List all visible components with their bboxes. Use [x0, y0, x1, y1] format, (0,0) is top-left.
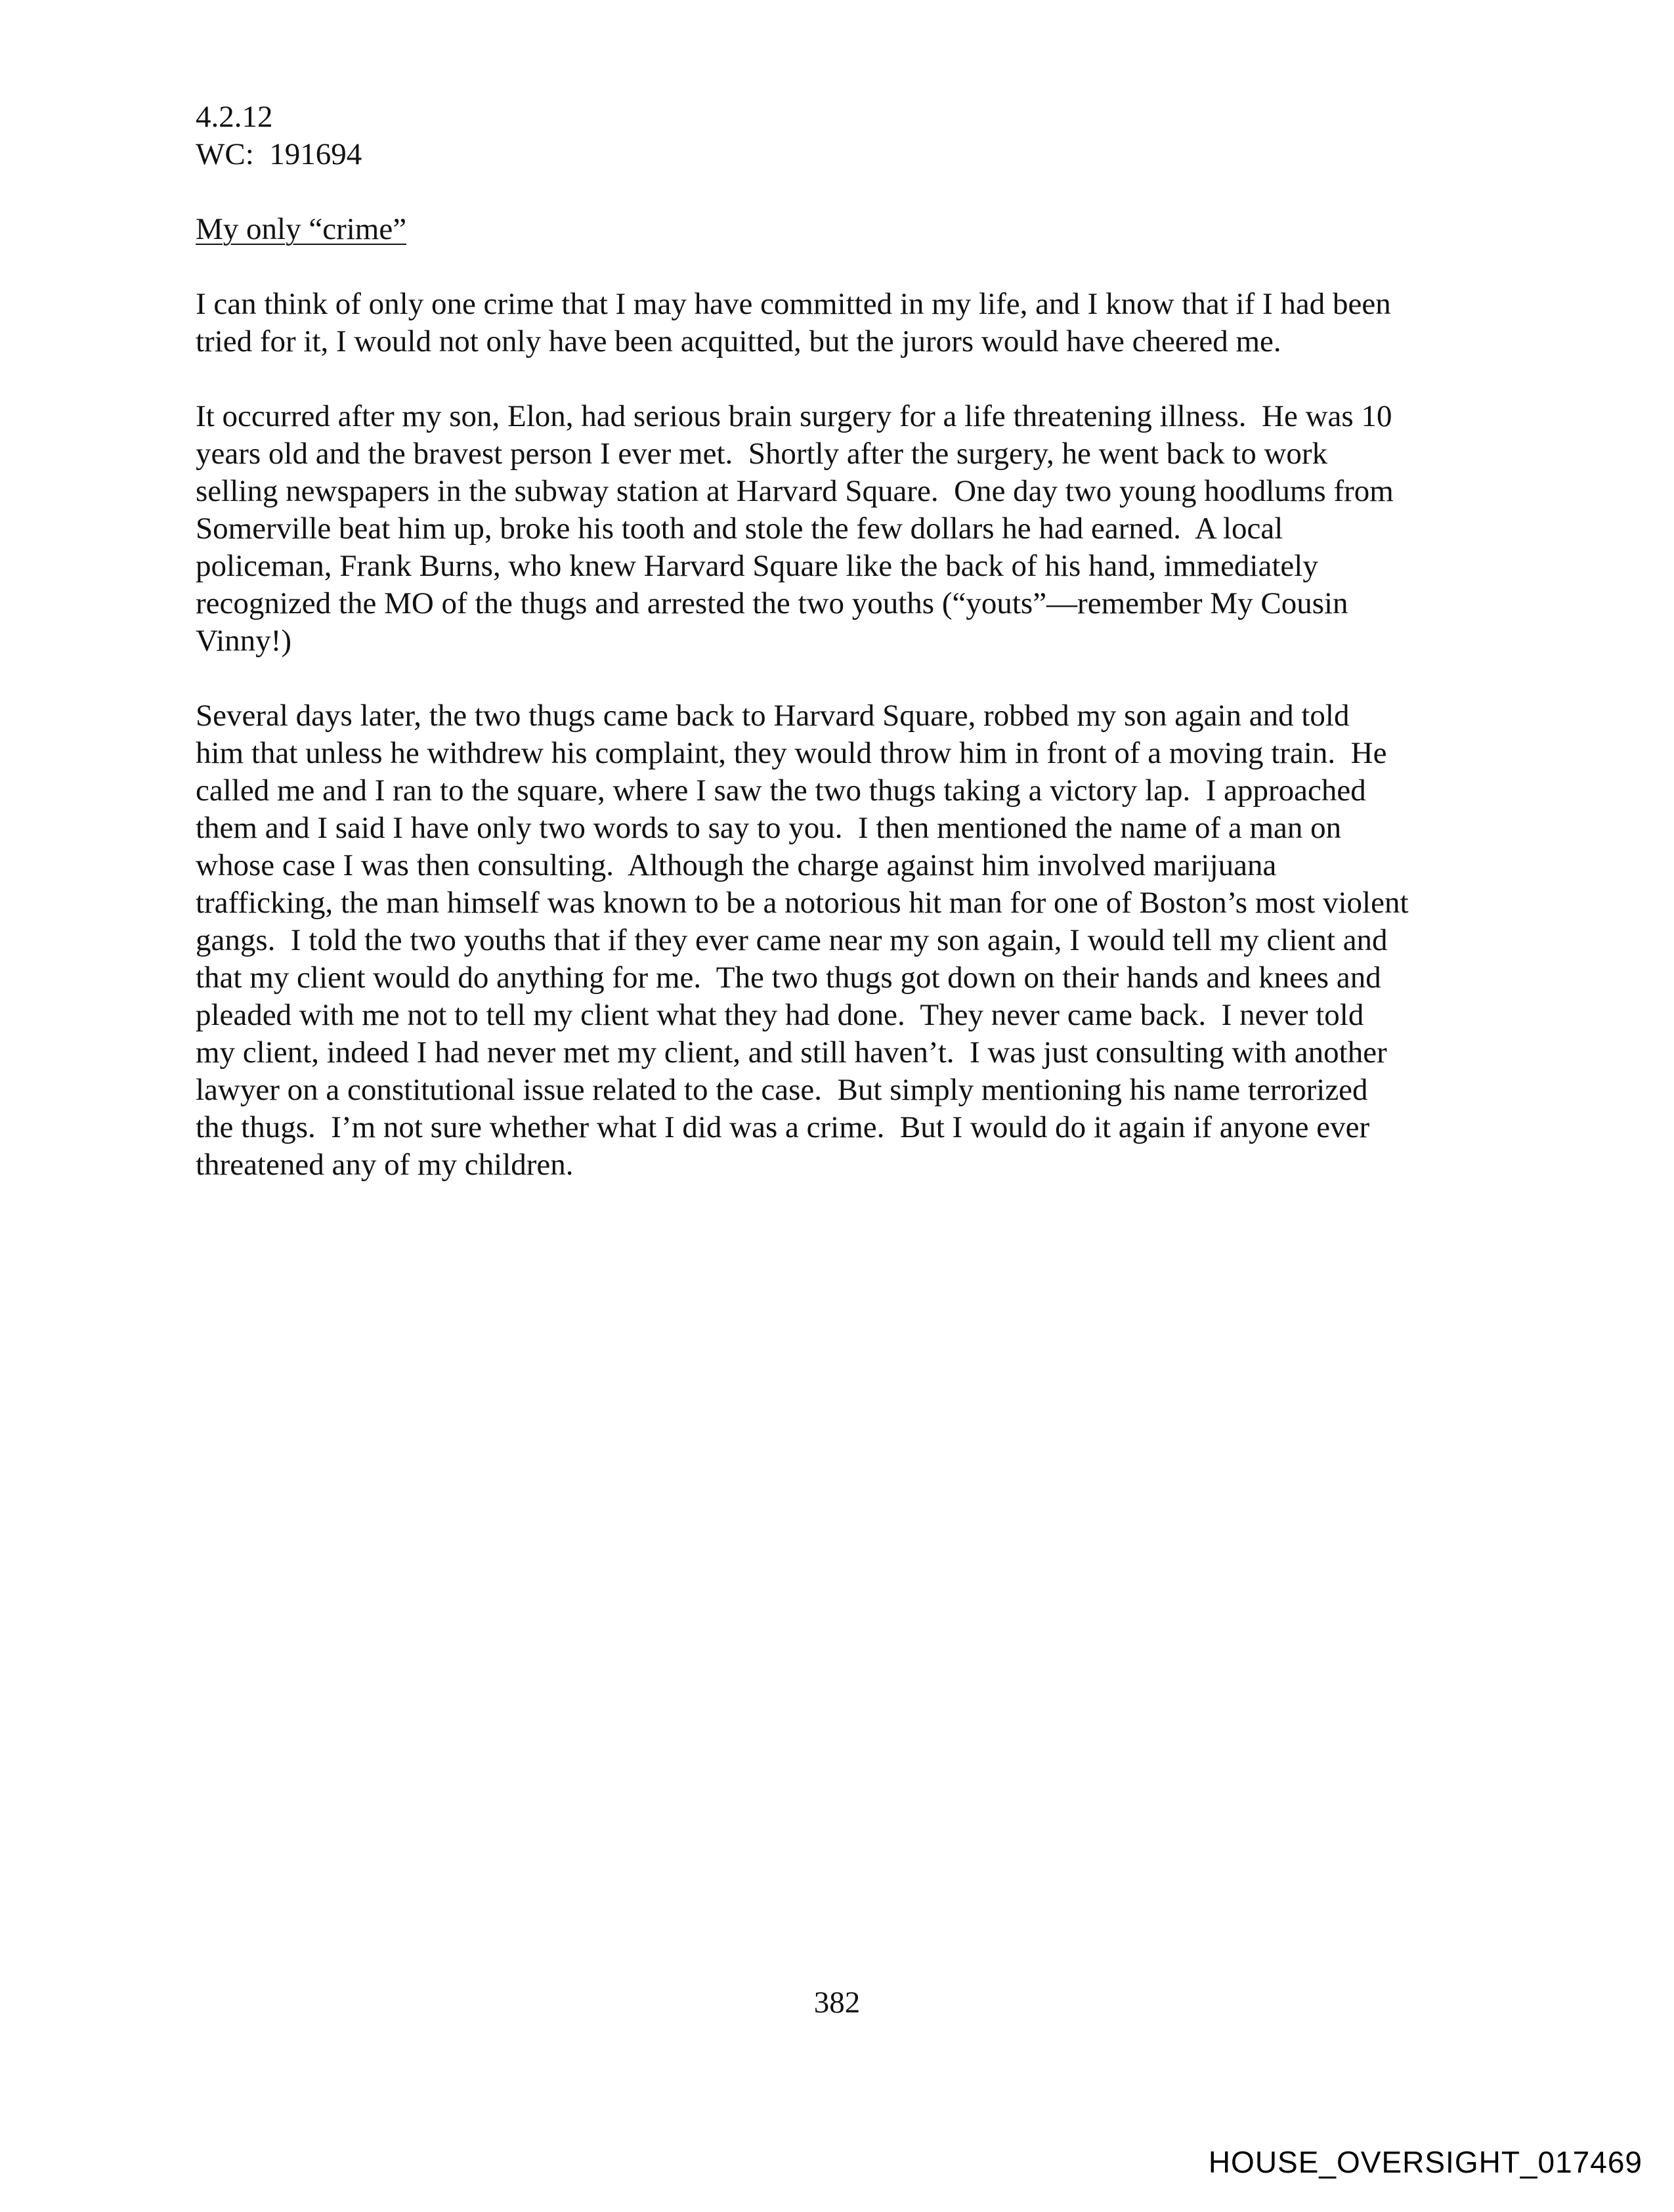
paragraph — [196, 398, 1482, 660]
text-line: whose case I was then consulting. Although the charge against him involved marijuana — [196, 848, 1277, 882]
text-line: that my client would do anything for me. The two thugs got down on their hands and knees and — [196, 961, 1381, 995]
text-line: them and I said I have only two words to say to you. I then mentioned the name of a man on — [196, 811, 1342, 845]
paragraph — [196, 697, 1482, 1184]
text-line: I can think of only one crime that I may have committed in my life, and I know that if I had been — [196, 287, 1391, 321]
bates-stamp: HOUSE_OVERSIGHT_017469 — [1208, 2145, 1642, 2179]
page-number: 382 — [813, 1985, 861, 2020]
text-line: Somerville beat him up, broke his tooth and stole the few dollars he had earned. A local — [196, 511, 1283, 546]
text-line: selling newspapers in the subway station at Harvard Square. One day two young hoodlums from — [196, 474, 1394, 508]
word-count: WC: 191694 — [196, 137, 362, 171]
text-line: called me and I ran to the square, where I saw the two thugs taking a victory lap. I approached — [196, 773, 1366, 808]
text-line: recognized the MO of the thugs and arrested the two youths (“youts”—remember My Cousin — [196, 586, 1348, 620]
text-line: Vinny!) — [196, 624, 291, 658]
text-line: It occurred after my son, Elon, had serious brain surgery for a life threatening illness. He was 10 — [196, 399, 1392, 433]
text-line: pleaded with me not to tell my client what they had done. They never came back. I never told — [196, 998, 1364, 1032]
text-line: Several days later, the two thugs came back to Harvard Square, robbed my son again and told — [196, 699, 1350, 733]
text-line: him that unless he withdrew his complaint, they would throw him in front of a moving train. He — [196, 736, 1387, 770]
paragraph — [196, 286, 1482, 360]
document-body — [196, 98, 1482, 1184]
text-line: policeman, Frank Burns, who knew Harvard Square like the back of his hand, immediately — [196, 549, 1318, 583]
text-line: lawyer on a constitutional issue related to the case. But simply mentioning his name terrorized — [196, 1073, 1368, 1107]
text-line: the thugs. I’m not sure whether what I did was a crime. But I would do it again if anyone ever — [196, 1110, 1370, 1144]
text-line: my client, indeed I had never met my client, and still haven’t. I was just consulting with another — [196, 1035, 1387, 1070]
text-line: trafficking, the man himself was known to be a notorious hit man for one of Boston’s most violent — [196, 886, 1409, 920]
text-line: years old and the bravest person I ever met. Shortly after the surgery, he went back to work — [196, 437, 1328, 471]
text-line: tried for it, I would not only have been acquitted, but the jurors would have cheered me. — [196, 324, 1281, 358]
text-line: gangs. I told the two youths that if they ever came near my son again, I would tell my client and — [196, 923, 1388, 957]
section-title: My only “crime” — [196, 212, 407, 246]
text-line: threatened any of my children. — [196, 1148, 574, 1182]
document-date: 4.2.12 — [196, 100, 273, 134]
